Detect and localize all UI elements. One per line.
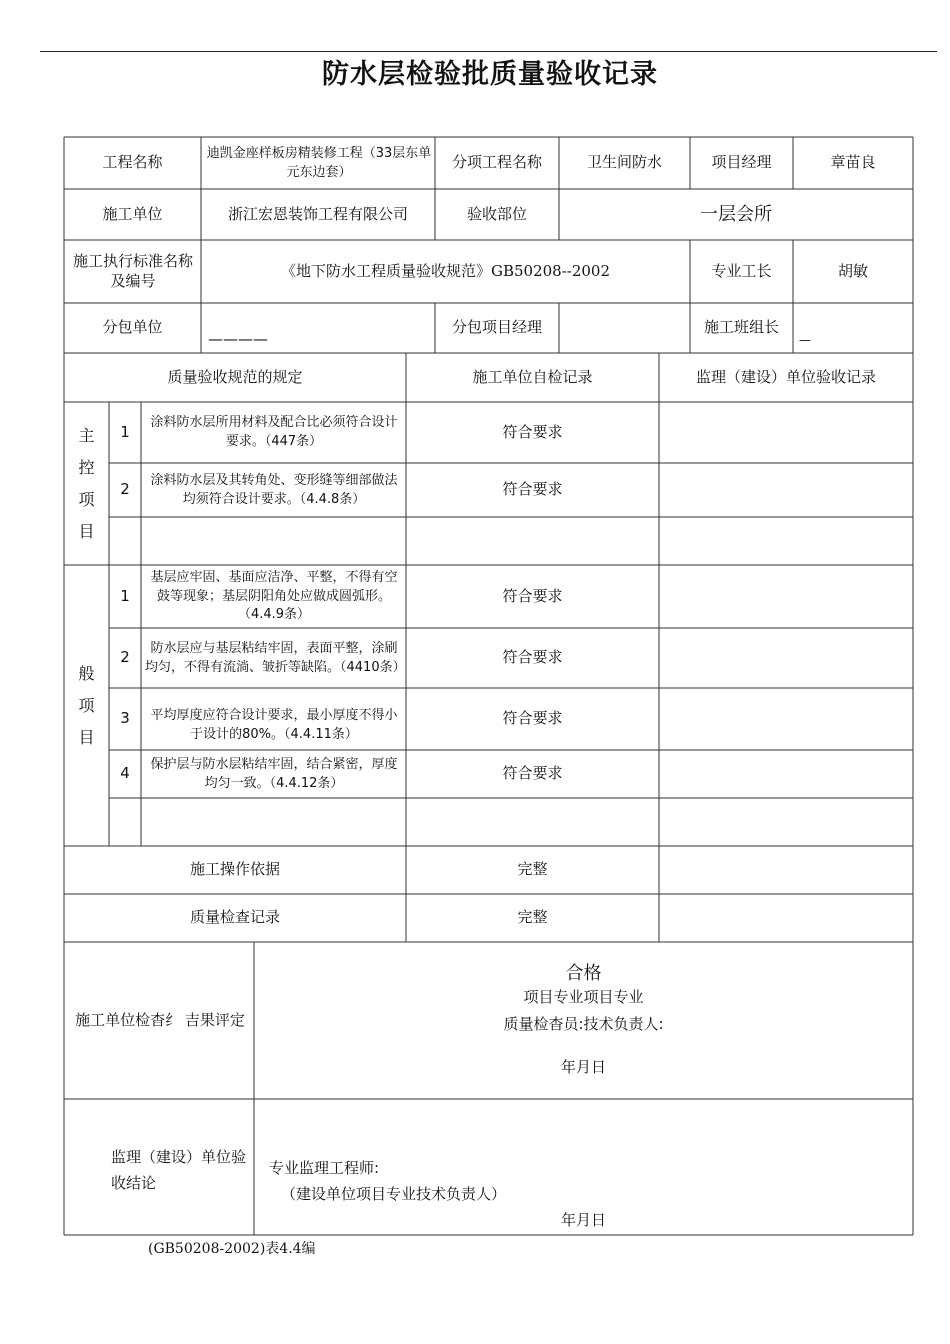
- contractor-label: 施工单位: [102, 204, 163, 223]
- general-row-2-text: 防水层应与基层粘结牢固，表面平整，涂刷均匀，不得有流淌、皱折等缺陷。（4410条）: [145, 641, 406, 675]
- contractor-line2: 质量检杳员:技术负责人:: [503, 1015, 664, 1033]
- col-self-check: 施工单位自检记录: [472, 367, 593, 386]
- general-row-3-no: 3: [120, 709, 130, 728]
- supervisor-engineer: 专业监理工程师:: [269, 1159, 380, 1177]
- subcontractor-label: 分包单位: [102, 318, 163, 337]
- inspection-label: 质量检查记录: [189, 908, 280, 927]
- sub-project-value: 卫生间防水: [586, 153, 662, 172]
- contractor-date: 年月日: [560, 1058, 606, 1076]
- basis-label: 施工操作依据: [189, 860, 280, 879]
- main-row-2-no: 2: [120, 480, 130, 499]
- page-title: 防水层检验批质量验收记录: [322, 59, 658, 90]
- footer-note: (GB50208-2002)表4.4编: [148, 1241, 316, 1257]
- general-row-3-text: 平均厚度应符合设计要求，最小厚度不得小于设计的80%。（4.4.11条）: [150, 708, 398, 742]
- general-row-1-no: 1: [120, 586, 130, 605]
- location-label: 验收部位: [466, 204, 527, 223]
- general-row-1-result: 符合要求: [502, 586, 563, 605]
- main-items-label: [64, 402, 109, 565]
- general-row-2-no: 2: [120, 648, 130, 667]
- project-name-label: 工程名称: [102, 153, 163, 172]
- main-row-1-text: 涂料防水层所用材料及配合比必须符合设计要求。（447条）: [150, 414, 398, 449]
- inspection-value: 完整: [517, 908, 548, 927]
- general-row-3-result: 符合要求: [502, 709, 563, 728]
- col-supervision: 监理（建设）单位验收记录: [695, 367, 876, 386]
- general-row-4-result: 符合要求: [502, 764, 563, 783]
- col-spec: 质量验收规范的规定: [167, 367, 303, 386]
- general-row-4-text: 保护层与防水层粘结牢固，结合紧密，厚度均匀一致。（4.4.12条）: [150, 757, 398, 791]
- basis-value: 完整: [517, 860, 548, 879]
- supervisor-result-label: 监理（建设）单位验收结论: [111, 1148, 247, 1193]
- standard-value: 《地下防水工程质量验收规范》GB50208--2002: [280, 261, 611, 280]
- main-items-label-text: 主 控 项 目: [78, 425, 95, 541]
- contractor-verdict: 合格: [565, 963, 602, 984]
- foreman-label: 专业工长: [711, 261, 772, 280]
- main-row-1-no: 1: [120, 422, 130, 441]
- supervisor-date: 年月日: [560, 1211, 606, 1229]
- general-row-2-result: 符合要求: [502, 648, 563, 667]
- standard-label: 施工执行标准名称及编号: [72, 252, 193, 290]
- contractor-result-label: 施工单位检杳纟 吉果评定: [75, 1010, 245, 1029]
- general-row-4-no: 4: [120, 764, 130, 783]
- sub-manager-value: [559, 303, 690, 353]
- general-items-label-text: 般 项 目: [78, 663, 95, 747]
- general-row-1-text: 基层应牢固、基面应洁净、平整，不得有空鼓等现象；基层阴阳角处应做成圆弧形。（4.4.9条）: [150, 569, 398, 623]
- team-leader-value: —: [799, 333, 811, 347]
- contractor-line1: 项目专业项目专业: [523, 988, 644, 1006]
- team-leader-label: 施工班组长: [703, 318, 779, 337]
- manager-value: 章苗良: [830, 153, 876, 172]
- sub-project-label: 分项工程名称: [451, 153, 542, 172]
- general-items-label: [64, 565, 109, 846]
- location-value: 一层会所: [700, 203, 772, 225]
- main-row-1-result: 符合要求: [502, 422, 563, 441]
- project-name-value: 迪凯金座样板房精装修工程（33层东单元东边套）: [206, 146, 432, 180]
- main-row-2-text: 涂料防水层及其转角处、变形缝等细部做法均须符合设计要求。（4.4.8条）: [150, 473, 398, 507]
- sub-manager-label: 分包项目经理: [451, 318, 542, 337]
- contractor-value: 浙江宏恩装饰工程有限公司: [227, 204, 408, 223]
- foreman-value: 胡敏: [837, 261, 868, 280]
- subcontractor-value: ————: [208, 330, 268, 348]
- supervisor-owner: （建设单位项目专业技术负责人）: [281, 1185, 507, 1203]
- manager-label: 项目经理: [711, 153, 772, 172]
- main-row-2-result: 符合要求: [502, 480, 563, 499]
